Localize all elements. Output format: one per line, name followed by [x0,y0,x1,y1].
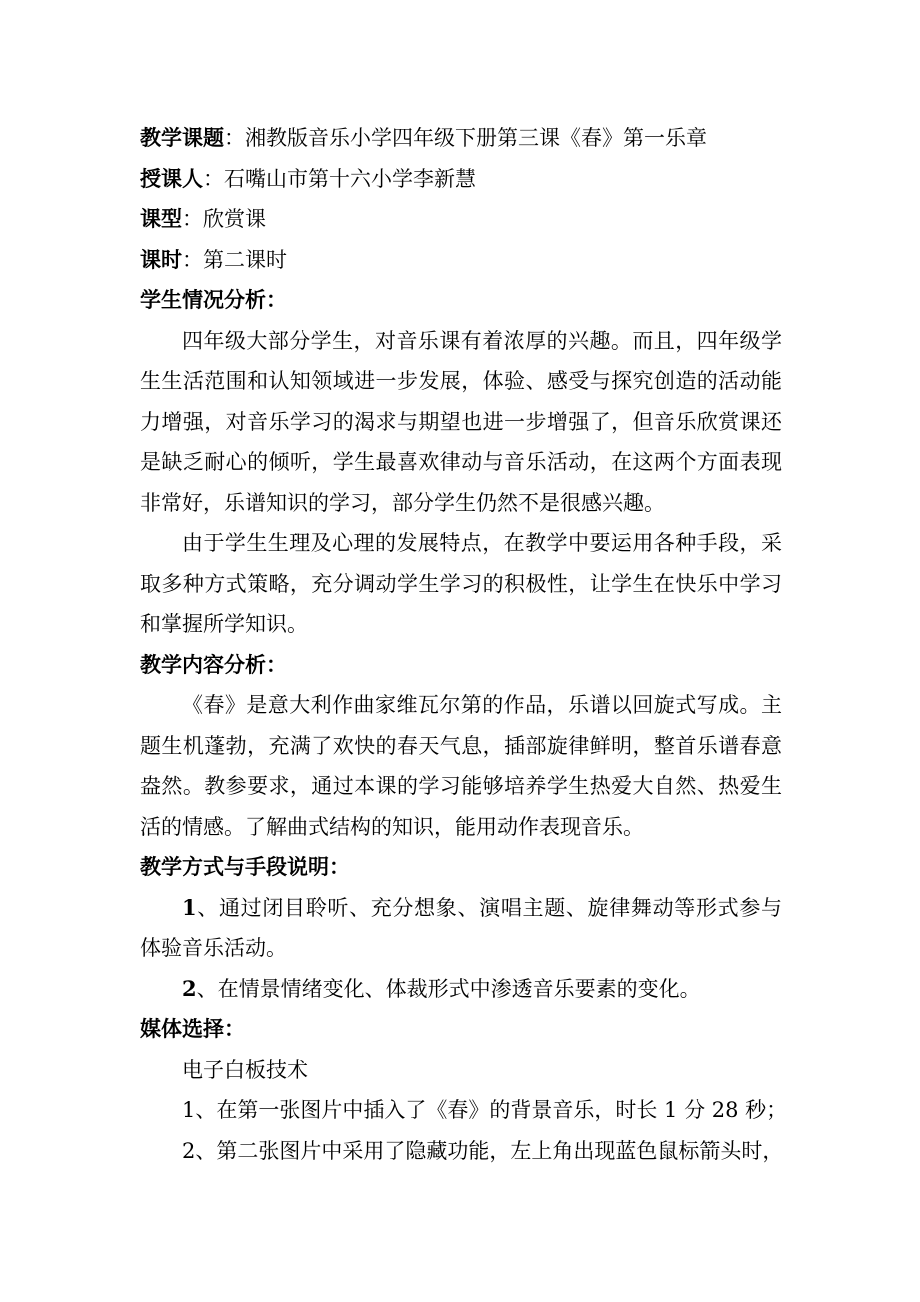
media-heading: 媒体选择： [140,1016,245,1041]
methods-item-1-number: 1 [182,894,197,920]
methods-item-1-text: 、通过闭目聆听、充分想象、演唱主题、旋律舞动等形式参与体验音乐活动。 [140,895,782,960]
type-line [140,199,782,240]
type-label: 课型 [140,206,182,231]
type-value: 欣赏课 [203,207,266,231]
type-colon: ： [182,207,203,231]
document-page [140,118,788,1171]
teacher-label: 授课人 [140,165,203,191]
period-line [140,240,782,281]
topic-line [140,118,782,159]
media-item-1: 1、在第一张图片中插入了《春》的背景音乐，时长 1 分 28 秒； [182,1098,788,1122]
period-colon: ： [182,247,203,272]
student-analysis-paragraph-2: 由于学生生理及心理的发展特点，在教学中要运用各种手段，采取多种方式策略，充分调动学生学习的积极性，让学生在快乐中学习和掌握所学知识。 [140,531,782,636]
methods-item-2-text: 、在情景情绪变化、体裁形式中渗透音乐要素的变化。 [196,976,701,1001]
period-label: 课时 [140,246,182,272]
content-analysis-heading: 教学内容分析： [140,651,287,677]
topic-value: 湘教版音乐小学四年级下册第三课《春》第一乐章 [245,126,707,150]
methods-item-2-number: 2 [182,975,197,1001]
topic-label: 教学课题 [140,125,224,150]
topic-colon: ： [224,126,245,150]
media-subtitle: 电子白板技术 [182,1057,308,1082]
media-item-2: 2、第二张图片中采用了隐藏功能，左上角出现蓝色鼠标箭头时， [182,1138,784,1163]
methods-item-2 [140,969,782,1010]
student-analysis-paragraph-1: 四年级大部分学生，对音乐课有着浓厚的兴趣。而且，四年级学生生活范围和认知领域进一步发展，体验、感受与探究创造的活动能力增强，对音乐学习的渴求与期望也进一步增强了，但音乐欣赏课还是缺乏耐心的倾听，学生最喜欢律动与音乐活动，在这两个方面表现非常好，乐谱知识的学习，部分学生仍然不是很感兴趣。 [140,328,782,515]
content-analysis-paragraph: 《春》是意大利作曲家维瓦尔第的作品，乐谱以回旋式写成。主题生机蓬勃，充满了欢快的春天气息，插部旋律鲜明，整首乐谱春意盎然。教参要求，通过本课的学习能够培养学生热爱大自然、热爱生活的情感。了解曲式结构的知识，能用动作表现音乐。 [140,693,782,839]
student-analysis-heading: 学生情况分析： [140,287,287,312]
methods-heading: 教学方式与手段说明： [140,854,350,879]
teacher-line [140,159,782,200]
teacher-value: 石嘴山市第十六小学李新慧 [224,166,476,191]
methods-item-1 [140,888,782,969]
period-value: 第二课时 [203,247,287,272]
teacher-colon: ： [203,166,224,191]
